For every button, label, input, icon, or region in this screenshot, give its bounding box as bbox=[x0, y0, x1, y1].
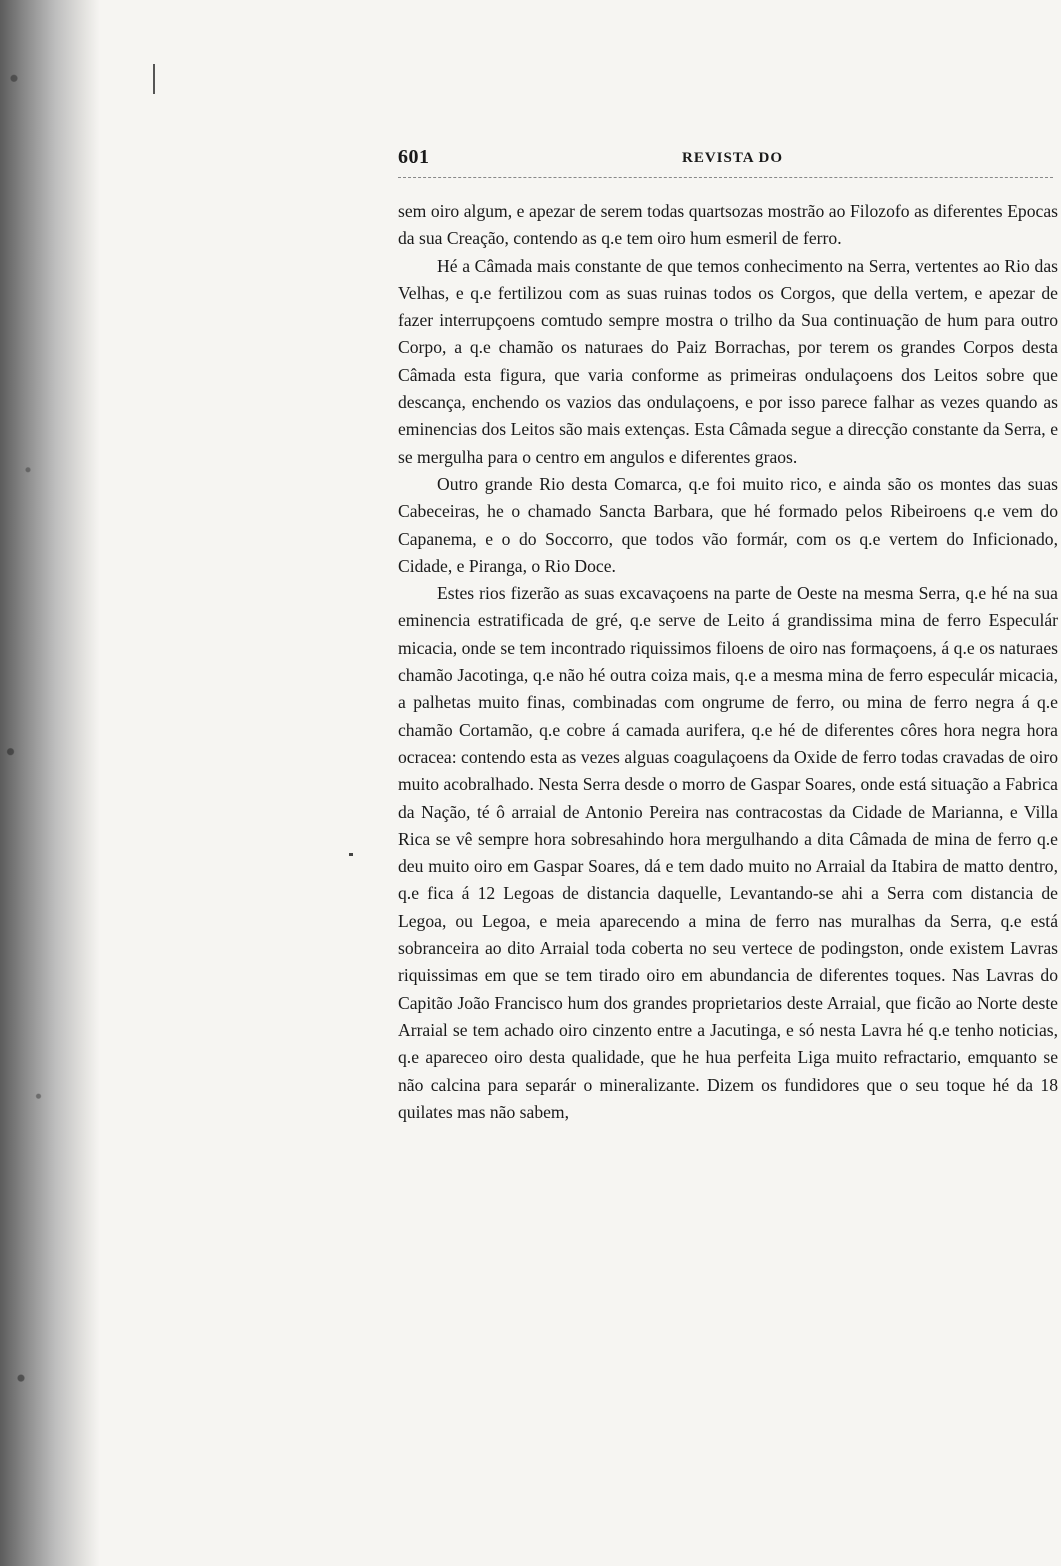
paragraph: Estes rios fizerão as suas excavaçoens na parte de Oeste na mesma Serra, q.e hé na sua eminencia estratificada de gré, q.e serve de Leito á grandissima mina de ferro Especulár micacia, onde se tem incontrado riquissimos filoens de oiro nas formaçoens, á q.e os naturaes chamão Jacotinga, q.e não hé outra coiza mais, q.e a mesma mina de ferro especulár micacia, a palhetas muito finas, combinadas com ongrume de ferro, ou mina de ferro negra á q.e chamão Cortamão, q.e cobre á camada aurifera, q.e hé de diferentes côres hora negra hora ocracea: contendo esta as vezes alguas coagulaçoens da Oxide de ferro todas cravadas de oiro muito acobralhado. Nesta Serra desde o morro de Gaspar Soares, onde está situação a Fabrica da Nação, té ô arraial de Antonio Pereira nas contracostas da Cidade de Marianna, e Villa Rica se vê sempre hora sobresahindo hora mergulhando a dita Câmada de mina de ferro q.e deu muito oiro em Gaspar Soares, dá e tem dado muito no Arraial da Itabira de matto dentro, q.e fica á 12 Legoas de distancia daquelle, Levantando-se ahi a Serra com distancia de Legoa, ou Legoa, e meia aparecendo a mina de ferro nas muralhas da Serra, q.e está sobranceira ao dito Arraial toda coberta no seu vertece de podingston, onde existem Lavras riquissimas em que se tem tirado oiro em abundancia de diferentes toques. Nas Lavras do Capitão João Francisco hum dos grandes proprietarios deste Arraial, que ficão ao Norte deste Arraial se tem achado oiro cinzento entre a Jacutinga, e só nesta Lavra hé q.e tenho noticias, q.e apareceo oiro desta qualidade, que he hua perfeita Liga muito refractario, emquanto se não calcina para separár o mineralizante. Dizem os fundidores que o seu toque hé da 18 quilates mas não sabem, bbox=[398, 583, 1058, 1122]
page-header bbox=[398, 146, 1058, 174]
paragraph: Outro grande Rio desta Comarca, q.e foi muito rico, e ainda são os montes das suas Cabeceiras, he o chamado Sancta Barbara, que hé formado pelos Ribeiroens q.e vem do Capanema, e o do Soccorro, que todos vão formár, com os q.e vertem do Inficionado, Cidade, e Piranga, o Rio Doce. bbox=[398, 473, 1058, 576]
body-text bbox=[398, 198, 1058, 1126]
margin-dot bbox=[349, 853, 353, 856]
spine-texture bbox=[0, 0, 70, 1566]
running-head: REVISTA DO bbox=[682, 150, 783, 166]
page-number: 601 bbox=[398, 146, 430, 168]
margin-mark bbox=[153, 64, 155, 94]
paragraph: Hé a Câmada mais constante de que temos conhecimento na Serra, vertentes ao Rio das Velhas, e q.e fertilizou com as suas ruinas todos os Corgos, que della vertem, e apezar de fazer interrupçoens comtudo sempre mostra o trilho da Sua continuação de hum para outro Corpo, a q.e chamão os naturaes do Paiz Borrachas, por terem os grandes Corpos desta Câmada esta figura, que varia conforme as primeiras ondulaçoens dos Leitos sobre que descança, enchendo os vazios das ondulaçoens, e por isso parece falhar as vezes quando as eminencias dos Leitos são mais extenças. Esta Câmada segue a direcção constante da Serra, e se mergulha para o centro em angulos e diferentes graos. bbox=[398, 255, 1058, 467]
book-spine-shadow bbox=[0, 0, 100, 1566]
paragraph-continuation: sem oiro algum, e apezar de serem todas quartsozas mostrão ao Filozofo as diferentes Epocas da sua Creação, contendo as q.e tem oiro hum esmeril de ferro. bbox=[398, 201, 1058, 249]
header-rule bbox=[398, 177, 1053, 178]
